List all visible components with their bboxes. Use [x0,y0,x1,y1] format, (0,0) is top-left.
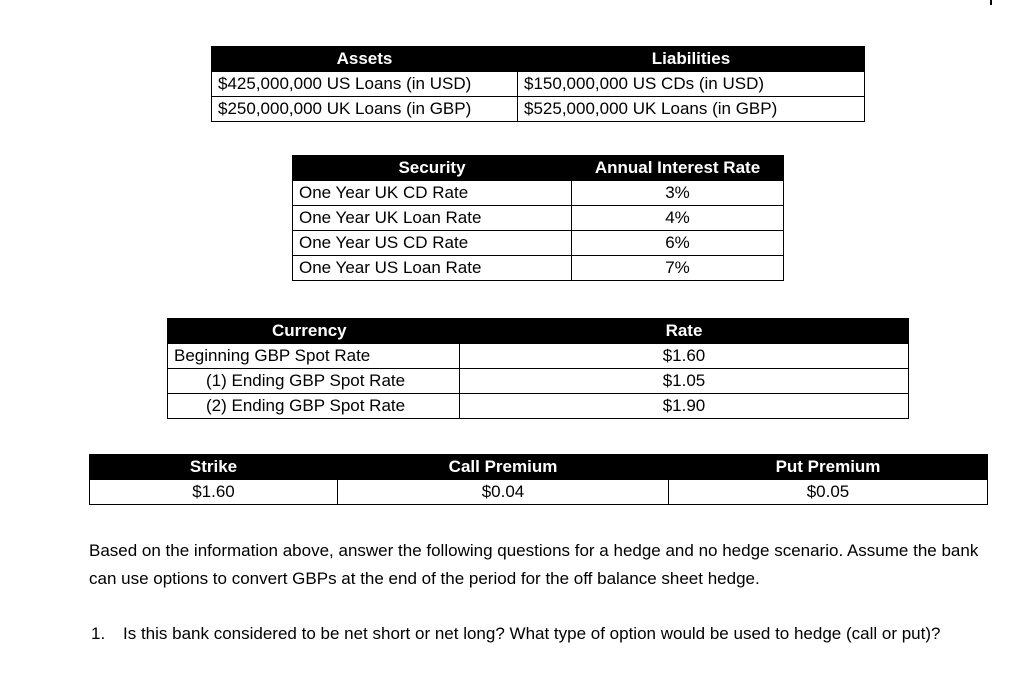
call-premium-cell: $0.04 [338,480,669,505]
header-annual-interest-rate: Annual Interest Rate [572,156,784,181]
question-text: Is this bank considered to be net short or net long? What type of option would be used to hedge (call or put)? [123,624,941,643]
table-row [293,206,784,231]
table-header-row [212,47,865,72]
rate-cell: 6% [572,231,784,256]
currency-cell: (2) Ending GBP Spot Rate [168,394,460,419]
header-assets: Assets [212,47,518,72]
header-currency: Currency [168,319,460,344]
header-strike: Strike [90,455,338,480]
header-rate: Rate [460,319,909,344]
table-row [212,97,865,122]
options-table [89,454,988,505]
currency-rate-cell: $1.60 [460,344,909,369]
rate-cell: 3% [572,181,784,206]
table-row [293,181,784,206]
security-cell: One Year UK Loan Rate [293,206,572,231]
asset-cell: $250,000,000 UK Loans (in GBP) [212,97,518,122]
asset-cell: $425,000,000 US Loans (in USD) [212,72,518,97]
currency-cell: Beginning GBP Spot Rate [168,344,460,369]
currency-table [167,318,909,419]
put-premium-cell: $0.05 [669,480,988,505]
question-item [89,620,989,648]
rate-cell: 4% [572,206,784,231]
liability-cell: $525,000,000 UK Loans (in GBP) [518,97,865,122]
table-header-row [168,319,909,344]
currency-rate-cell: $1.90 [460,394,909,419]
table-row [168,369,909,394]
interest-rates-table [292,155,784,281]
table-row [293,231,784,256]
security-cell: One Year US CD Rate [293,231,572,256]
table-row [212,72,865,97]
table-header-row [293,156,784,181]
table-header-row [90,455,988,480]
edge-mark [990,0,992,5]
header-call-premium: Call Premium [338,455,669,480]
header-liabilities: Liabilities [518,47,865,72]
currency-cell: (1) Ending GBP Spot Rate [168,369,460,394]
table-row [90,480,988,505]
liability-cell: $150,000,000 US CDs (in USD) [518,72,865,97]
header-put-premium: Put Premium [669,455,988,480]
balance-sheet-table [211,46,865,122]
instructions-paragraph: Based on the information above, answer the following questions for a hedge and no hedge scenario. Assume the bank can use options to convert GBPs at the end of the period for the off balance sheet hedge. [89,541,979,588]
currency-rate-cell: $1.05 [460,369,909,394]
table-row [293,256,784,281]
header-security: Security [293,156,572,181]
table-row [168,394,909,419]
strike-cell: $1.60 [90,480,338,505]
table-row [168,344,909,369]
question-number: 1. [91,624,106,643]
security-cell: One Year US Loan Rate [293,256,572,281]
security-cell: One Year UK CD Rate [293,181,572,206]
rate-cell: 7% [572,256,784,281]
